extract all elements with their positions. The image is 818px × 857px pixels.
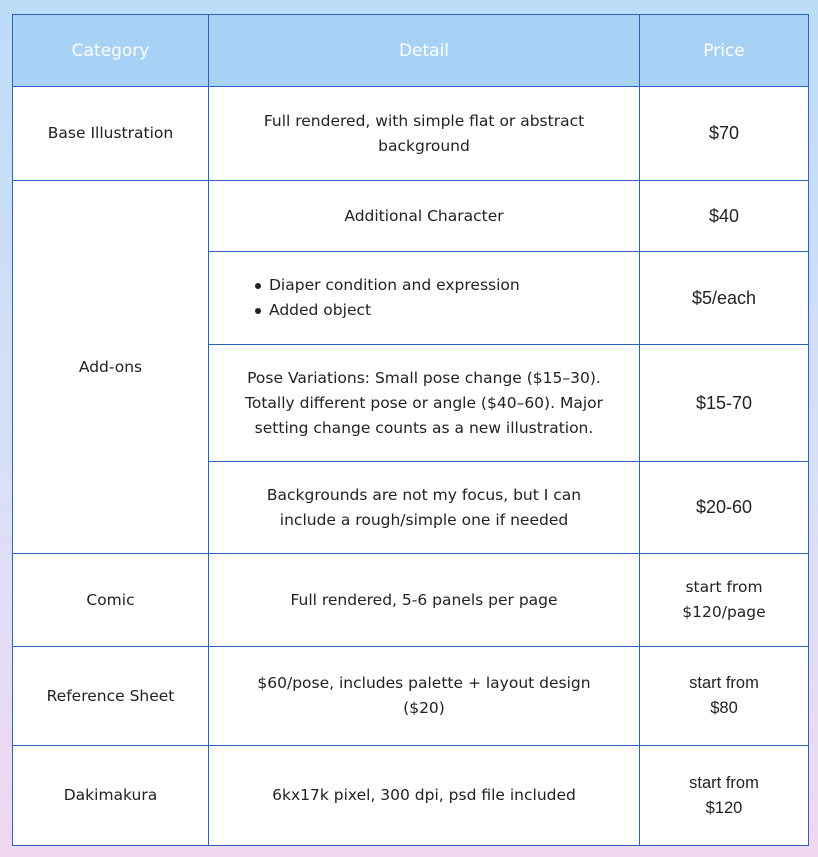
price-dakimakura (640, 746, 809, 846)
table-row-base (13, 87, 809, 181)
header-price: Price (640, 15, 809, 87)
detail-base: Full rendered, with simple flat or abstract background (209, 87, 640, 181)
category-addons: Add-ons (13, 181, 209, 554)
detail-comic: Full rendered, 5-6 panels per page (209, 554, 640, 647)
price-base: $70 (640, 87, 809, 181)
price-comic-prefix: start from (685, 578, 763, 596)
header-row (13, 15, 809, 87)
table-row-dakimakura (13, 746, 809, 846)
price-refsheet-value: $80 (710, 699, 738, 717)
header-detail: Detail (209, 15, 640, 87)
detail-dakimakura: 6kx17k pixel, 300 dpi, psd file included (209, 746, 640, 846)
table-row-refsheet (13, 647, 809, 746)
category-base: Base Illustration (13, 87, 209, 181)
addon-bullet-list (219, 273, 629, 323)
price-addon-items: $5/each (640, 252, 809, 345)
detail-addon-items (209, 252, 640, 345)
price-addon-character: $40 (640, 181, 809, 252)
table-row-addon-character (13, 181, 809, 252)
price-comic-value: $120/page (682, 603, 766, 621)
detail-addon-background: Backgrounds are not my focus, but I can include a rough/simple one if needed (209, 462, 640, 554)
price-refsheet (640, 647, 809, 746)
price-refsheet-prefix: start from (689, 674, 759, 692)
category-dakimakura: Dakimakura (13, 746, 209, 846)
addon-bullet-item: Added object (255, 298, 629, 323)
price-addon-pose: $15-70 (640, 345, 809, 462)
detail-addon-pose: Pose Variations: Small pose change ($15–30). Totally different pose or angle ($40–60). Major setting change counts as a new illustration. (209, 345, 640, 462)
price-dakimakura-value: $120 (705, 798, 743, 817)
header-category: Category (13, 15, 209, 87)
price-addon-background: $20-60 (640, 462, 809, 554)
table-row-comic (13, 554, 809, 647)
category-refsheet: Reference Sheet (13, 647, 209, 746)
price-dakimakura-prefix: start from (689, 773, 759, 792)
detail-addon-character: Additional Character (209, 181, 640, 252)
category-comic: Comic (13, 554, 209, 647)
price-comic (640, 554, 809, 647)
price-table (12, 14, 809, 846)
addon-bullet-item: Diaper condition and expression (255, 273, 629, 298)
detail-refsheet: $60/pose, includes palette + layout design ($20) (209, 647, 640, 746)
